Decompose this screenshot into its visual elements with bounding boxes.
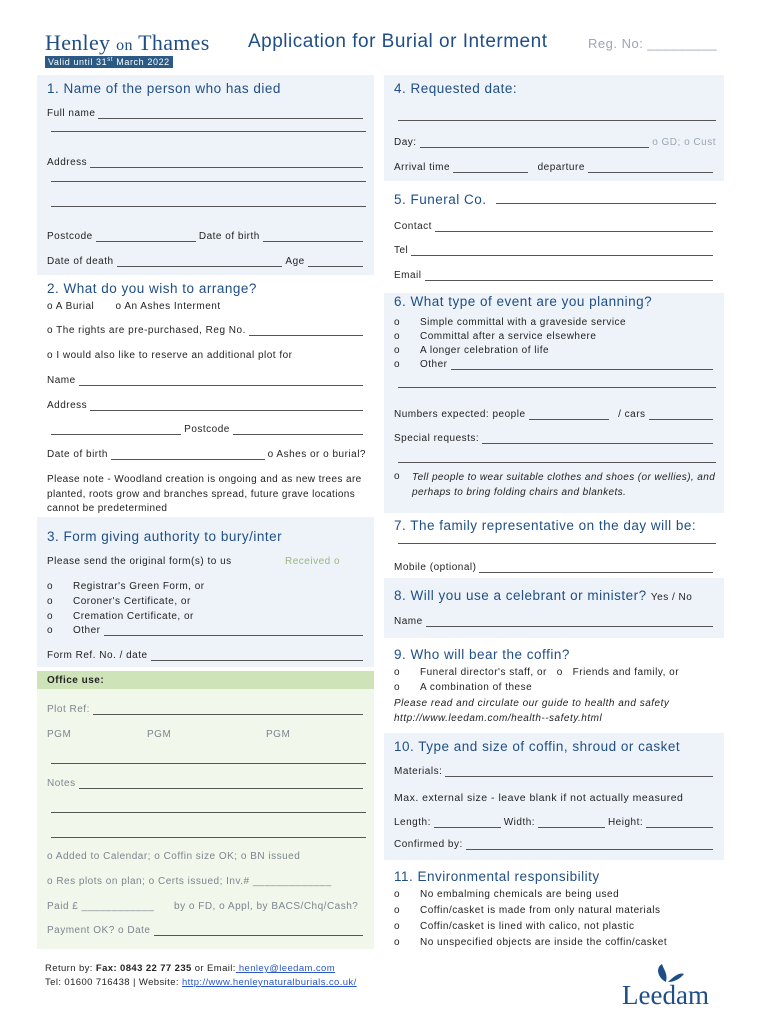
gd-cust-option[interactable]: o GD; o Cust [652, 137, 716, 148]
funeral-co-line[interactable] [496, 203, 716, 204]
section-10-title: 10. Type and size of coffin, shroud or casket [394, 739, 681, 754]
rights-prepurchased-field[interactable]: o The rights are pre-purchased, Reg No. [47, 325, 366, 336]
form-list-item-other[interactable]: o Other [47, 625, 366, 636]
pgm-line[interactable] [51, 763, 366, 764]
office-use-title: Office use: [47, 675, 105, 686]
event-option-other[interactable]: o Other [394, 359, 716, 370]
address-line-2[interactable] [51, 181, 366, 182]
dod-age-row[interactable]: Date of death Age [47, 256, 366, 267]
plot-ref-field[interactable]: Plot Ref: [47, 704, 366, 715]
section-9-title: 9. Who will bear the coffin? [394, 647, 570, 662]
section-2-title: 2. What do you wish to arrange? [47, 281, 257, 296]
notes-line-3[interactable] [51, 837, 366, 838]
full-name-field[interactable]: Full name [47, 108, 366, 119]
env-item[interactable]: o Coffin/casket is lined with calico, not plastic [394, 921, 635, 932]
yes-no-option[interactable]: Yes / No [650, 592, 693, 603]
mobile-field[interactable]: Mobile (optional) [394, 562, 716, 573]
bullet-tell: o [394, 471, 401, 482]
bearer-option-combination[interactable]: o A combination of these [394, 682, 533, 693]
day-field[interactable]: Day: o GD; o Cust [394, 137, 716, 148]
website-link[interactable]: http://www.henleynaturalburials.co.uk/ [181, 977, 357, 988]
celebrant-name-field[interactable]: Name [394, 616, 716, 627]
tel-field[interactable]: Tel [394, 245, 716, 256]
event-option[interactable]: o Committal after a service elsewhere [394, 331, 597, 342]
payment-ok-field[interactable]: Payment OK? o Date [47, 925, 366, 936]
section-11-title: 11. Environmental responsibility [394, 869, 600, 884]
reserve-address-field[interactable]: Address [47, 400, 366, 411]
valid-until-badge: Valid until 31st March 2022 [45, 56, 173, 68]
address-line-3[interactable] [51, 206, 366, 207]
event-option[interactable]: o A longer celebration of life [394, 345, 550, 356]
notes-field[interactable]: Notes [47, 778, 366, 789]
pgm-label-2: PGM [147, 729, 172, 740]
env-item[interactable]: o Coffin/casket is made from only natural materials [394, 905, 661, 916]
brand-logo: Henley on Thames [45, 30, 210, 55]
section-7-title: 7. The family representative on the day will be: [394, 518, 697, 533]
option-ashes[interactable]: o An Ashes Interment [115, 301, 221, 312]
reserve-postcode-field[interactable]: Postcode [47, 424, 366, 435]
email-field[interactable]: Email [394, 270, 716, 281]
env-item[interactable]: o No embalming chemicals are being used [394, 889, 620, 900]
event-other-line-2[interactable] [398, 387, 716, 388]
env-item[interactable]: o No unspecified objects are inside the coffin/casket [394, 937, 668, 948]
requested-date-line[interactable] [398, 120, 716, 121]
max-size-label: Max. external size - leave blank if not actually measured [394, 792, 684, 804]
form-list-item[interactable]: o Cremation Certificate, or [47, 611, 194, 622]
special-requests-line-2[interactable] [398, 462, 716, 463]
health-safety-link[interactable]: http://www.leedam.com/health--safety.html [394, 713, 603, 724]
section-8-title: 8. Will you use a celebrant or minister? Yes / No [394, 588, 693, 603]
form-list-item[interactable]: o Registrar's Green Form, or [47, 581, 205, 592]
ashes-or-burial-option[interactable]: o Ashes or o burial? [267, 449, 366, 460]
office-resplots[interactable]: o Res plots on plan; o Certs issued; Inv.# _____________ [47, 876, 332, 887]
received-checkbox[interactable]: Received o [285, 556, 341, 567]
office-checks[interactable]: o Added to Calendar; o Coffin size OK; o BN issued [47, 851, 301, 862]
arrange-options[interactable] [47, 301, 226, 312]
leedam-logo [622, 962, 712, 1022]
section-6-title: 6. What type of event are you planning? [394, 294, 653, 309]
section-1-panel [37, 75, 374, 275]
pgm-label-3: PGM [266, 729, 291, 740]
section-8-panel [384, 578, 724, 638]
pgm-label-1: PGM [47, 729, 72, 740]
notes-line-2[interactable] [51, 812, 366, 813]
woodland-note: Please note - Woodland creation is ongoing and as new trees are planted, roots grow and branches spread, future grave locations cannot be predetermined [47, 474, 362, 514]
special-requests-field[interactable]: Special requests: [394, 433, 716, 444]
full-name-line-2[interactable] [51, 131, 366, 132]
section-4-title: 4. Requested date: [394, 81, 518, 96]
materials-field[interactable]: Materials: [394, 766, 716, 777]
arrival-departure-row[interactable]: Arrival time departure [394, 162, 716, 173]
contact-line: Tel: 01600 716438 | Website: http://www.henleynaturalburials.co.uk/ [45, 977, 357, 988]
bearer-options[interactable]: o Funeral director's staff, or o Friends and family, or [394, 667, 680, 678]
send-original-text: Please send the original form(s) to us [47, 556, 232, 567]
reg-no-field[interactable]: Reg. No: _________ [588, 36, 717, 51]
event-option[interactable]: o Simple committal with a graveside service [394, 317, 627, 328]
form-ref-field[interactable]: Form Ref. No. / date [47, 650, 366, 661]
clothing-note: Tell people to wear suitable clothes and shoes (or wellies), and perhaps to bring folding chairs and blankets. [412, 472, 716, 498]
postcode-dob-row[interactable]: Postcode Date of birth [47, 231, 366, 242]
health-safety-note: Please read and circulate our guide to health and safety [394, 698, 670, 709]
reserve-name-field[interactable]: Name [47, 375, 366, 386]
dimensions-row[interactable]: Length: Width: Height: [394, 817, 716, 828]
footer [45, 962, 357, 990]
leedam-logo-text: Leedam [622, 980, 709, 1010]
form-list-item[interactable]: o Coroner's Certificate, or [47, 596, 191, 607]
reserve-plot-checkbox[interactable]: o I would also like to reserve an additional plot for [47, 350, 293, 361]
page-title: Application for Burial or Interment [248, 31, 548, 52]
email-link[interactable]: henley@leedam.com [235, 963, 336, 974]
section-5-title: 5. Funeral Co. [394, 192, 487, 207]
contact-field[interactable]: Contact [394, 221, 716, 232]
address-field[interactable]: Address [47, 157, 366, 168]
numbers-expected-row[interactable]: Numbers expected: people / cars [394, 409, 716, 420]
family-rep-line[interactable] [398, 543, 716, 544]
section-3-title: 3. Form giving authority to bury/inter [47, 529, 283, 544]
option-burial[interactable]: o A Burial [47, 301, 95, 312]
return-by-line: Return by: Fax: 0843 22 77 235 or Email: henley@leedam.com [45, 963, 336, 974]
section-1-title: 1. Name of the person who has died [47, 81, 281, 96]
reserve-dob-field[interactable]: Date of birth o Ashes or o burial? [47, 449, 366, 460]
confirmed-by-field[interactable]: Confirmed by: [394, 839, 716, 850]
office-paid[interactable]: Paid £ ____________ by o FD, o Appl, by BACS/Chq/Cash? [47, 901, 359, 912]
